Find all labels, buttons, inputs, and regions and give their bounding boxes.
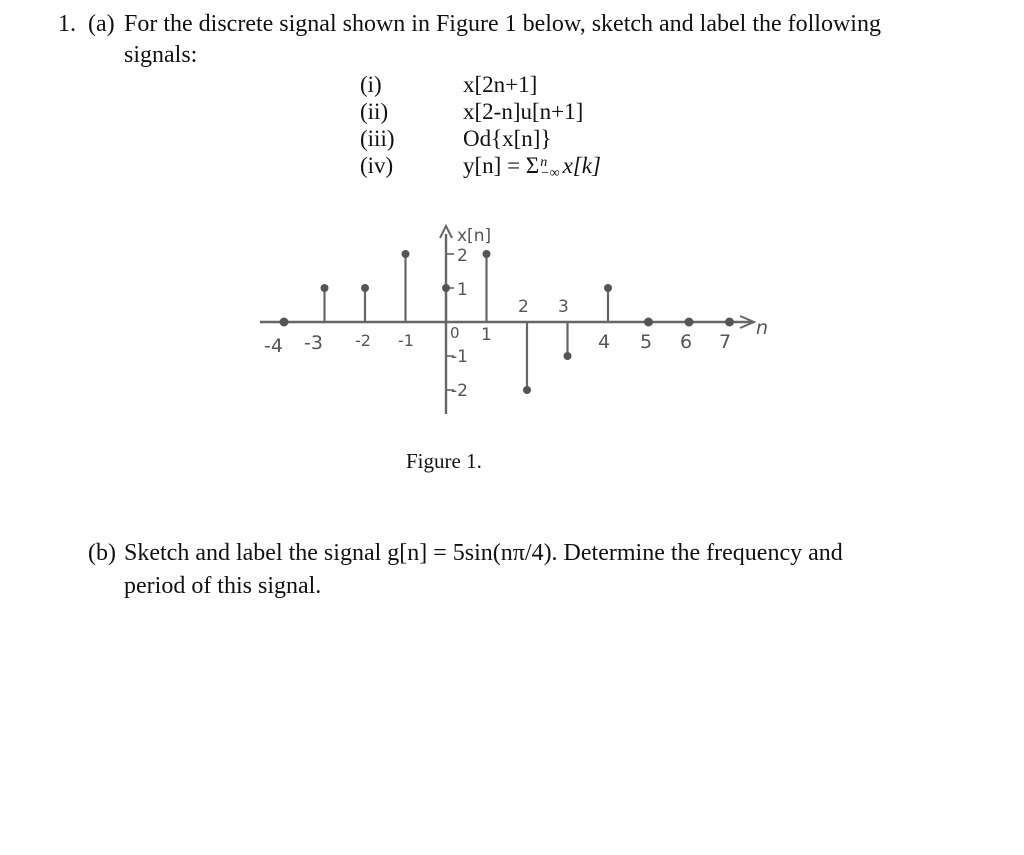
item-ii-number: (ii)	[360, 99, 389, 124]
x-tick-label-5: 5	[640, 331, 653, 353]
sum-term: x[k]	[562, 153, 601, 178]
part-a-text-line2: signals:	[124, 42, 198, 68]
item-iii-number: (iii)	[360, 126, 395, 151]
x-tick-label-neg3: -3	[304, 332, 323, 354]
part-a-text-line1: For the discrete signal shown in Figure 1 below, sketch and label the following	[124, 11, 881, 37]
item-ii-expression: x[2-n]u[n+1]	[463, 99, 584, 124]
stem-dot-n4	[604, 284, 612, 292]
part-b-label: (b)	[88, 540, 116, 566]
x-tick-label-3: 3	[558, 297, 569, 317]
figure-caption: Figure 1.	[406, 449, 482, 473]
x-axis-label: n	[756, 317, 769, 339]
x-tick-label-neg4: -4	[264, 335, 283, 357]
stem-dot-n3	[564, 352, 572, 360]
x-tick-label-1: 1	[481, 325, 492, 345]
y-axis-label: x[n]	[457, 226, 492, 246]
stem-dot-nneg1	[402, 250, 410, 258]
question-number: 1.	[58, 11, 76, 37]
x-tick-label-0: 0	[450, 324, 460, 342]
x-tick-label-2: 2	[518, 297, 529, 317]
x-tick-label-6: 6	[680, 331, 693, 353]
part-a-label: (a)	[88, 11, 115, 37]
item-i-number: (i)	[360, 72, 382, 97]
item-iv-prefix: y[n] =	[463, 153, 526, 178]
stem-dot-n6	[685, 318, 694, 327]
x-tick-label-4: 4	[598, 331, 611, 353]
item-iii-expression: Od{x[n]}	[463, 126, 552, 151]
stem-dot-nneg2	[361, 284, 369, 292]
x-tick-label-7: 7	[719, 331, 732, 353]
part-b-text-line2: period of this signal.	[124, 573, 322, 599]
sum-upper-limit: n	[540, 154, 548, 170]
stem-dot-n5	[644, 318, 653, 327]
x-tick-label-neg2: -2	[355, 331, 371, 350]
y-tick-label-2: 2	[457, 246, 468, 266]
y-tick-label-1: 1	[457, 280, 468, 300]
sum-lower-limit: −∞	[540, 165, 560, 181]
stem-dot-n1	[483, 250, 491, 258]
stem-dot-n2	[523, 386, 531, 394]
stem-dot-nneg3	[321, 284, 329, 292]
stem-dot-n7	[725, 318, 734, 327]
stem-dot-nneg4	[280, 318, 289, 327]
sum-symbol: Σ	[525, 153, 540, 178]
part-b-text-line1: Sketch and label the signal g[n] = 5sin(nπ/4). Determine the frequency and	[124, 540, 843, 566]
item-i-expression: x[2n+1]	[463, 72, 538, 97]
y-tick-label-neg1: -1	[451, 347, 468, 367]
stem-dot-n0	[442, 284, 450, 292]
x-tick-label-neg1: -1	[398, 331, 414, 350]
item-iv-number: (iv)	[360, 153, 394, 178]
y-tick-label-neg2: -2	[451, 381, 468, 401]
